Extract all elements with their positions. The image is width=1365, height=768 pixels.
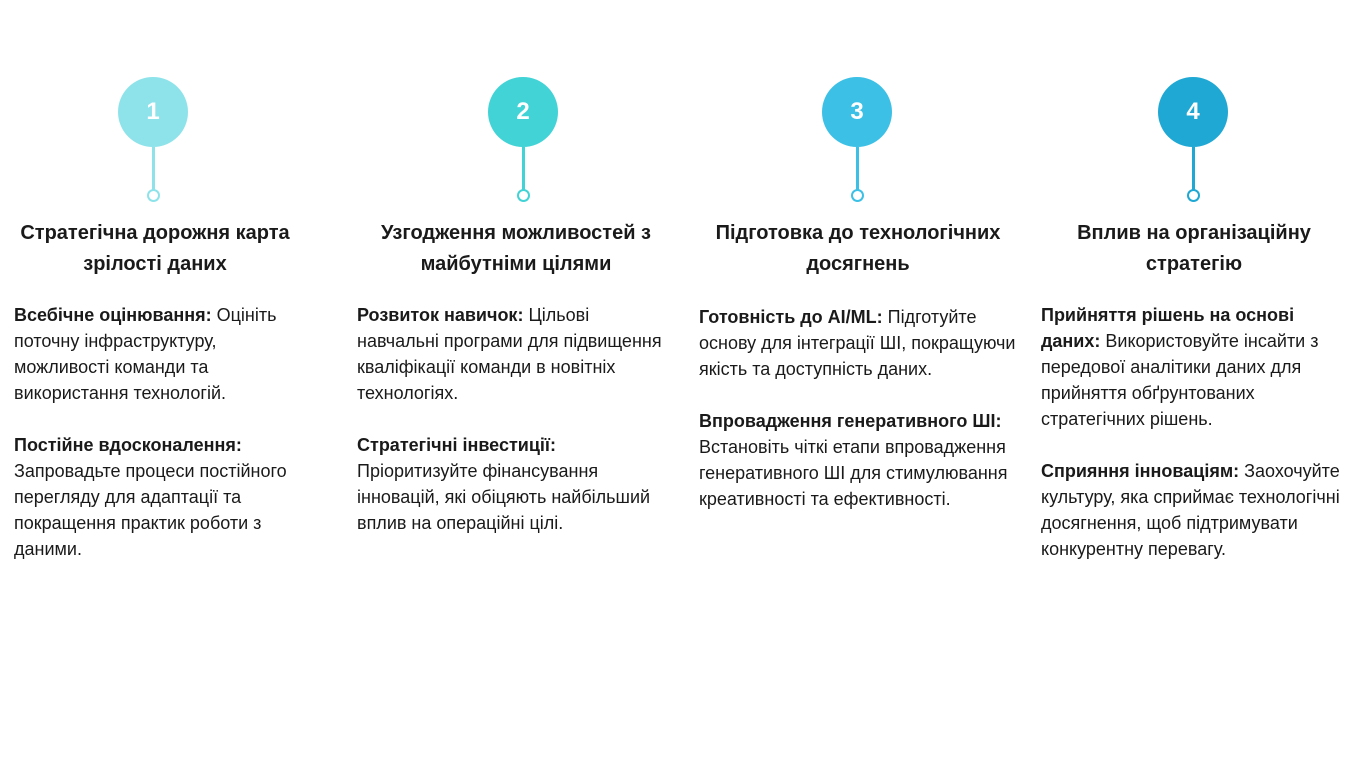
step-title-line-1: Вплив на організаційну bbox=[1077, 222, 1311, 244]
point-skills bbox=[357, 302, 675, 406]
step-body bbox=[14, 302, 314, 588]
step-marker bbox=[1158, 77, 1228, 207]
connector-line bbox=[1192, 147, 1195, 191]
point-text: Підготуйте основу для інтеграції ШІ, покращуючи якість та доступність даних. bbox=[699, 307, 1016, 379]
point-label: Розвиток навичок: bbox=[357, 305, 524, 325]
connector-line bbox=[856, 147, 859, 191]
step-title-line-2: стратегію bbox=[1145, 253, 1243, 275]
step-title-line-2: досягнень bbox=[806, 253, 910, 275]
step-marker bbox=[488, 77, 558, 207]
step-marker bbox=[118, 77, 188, 207]
step-2 bbox=[340, 0, 682, 768]
point-text: Заохочуйте культуру, яка сприймає технологічні досягнення, щоб підтримувати конкурентну перевагу. bbox=[1041, 461, 1340, 559]
step-marker bbox=[822, 77, 892, 207]
step-title-line-1: Стратегічна дорожня карта bbox=[20, 222, 290, 244]
step-number: 4 bbox=[1186, 98, 1200, 125]
point-label: Постійне вдосконалення: bbox=[14, 435, 242, 455]
point-investments bbox=[357, 432, 675, 536]
point-label: Впровадження генеративного ШІ: bbox=[699, 411, 1002, 431]
point-text: Цільові навчальні програми для підвищення кваліфікації команди в новітніх технологіях. bbox=[357, 305, 662, 403]
step-title bbox=[699, 218, 1017, 280]
point-assessment bbox=[14, 302, 314, 406]
step-number-badge bbox=[118, 77, 188, 147]
step-body bbox=[699, 304, 1017, 538]
step-number-badge bbox=[488, 77, 558, 147]
point-genai bbox=[699, 408, 1017, 512]
point-label: Прийняття рішень на основі даних: bbox=[1041, 305, 1295, 351]
point-data-driven bbox=[1041, 302, 1347, 432]
point-label: Стратегічні інвестиції: bbox=[357, 435, 556, 455]
point-label: Готовність до AI/ML: bbox=[699, 307, 883, 327]
connector-dot bbox=[1187, 189, 1200, 202]
point-ai-ml bbox=[699, 304, 1017, 382]
step-4 bbox=[1024, 0, 1365, 768]
step-number: 2 bbox=[516, 98, 530, 125]
step-body bbox=[1041, 302, 1347, 588]
point-innovation bbox=[1041, 458, 1347, 562]
step-1 bbox=[0, 0, 340, 768]
step-number: 3 bbox=[850, 98, 864, 125]
point-text: Встановіть чіткі етапи впровадження генеративного ШІ для стимулювання креативності та ефективності. bbox=[699, 437, 1008, 509]
point-label: Всебічне оцінювання: bbox=[14, 305, 212, 325]
point-label: Сприяння інноваціям: bbox=[1041, 461, 1240, 481]
step-title-line-1: Узгодження можливостей з bbox=[380, 222, 651, 244]
step-title bbox=[14, 218, 296, 280]
step-title-line-1: Підготовка до технологічних bbox=[715, 222, 1001, 244]
step-3 bbox=[682, 0, 1024, 768]
point-text: Використовуйте інсайти з передової аналітики даних для прийняття обґрунтованих стратегічних рішень. bbox=[1041, 331, 1319, 429]
step-title bbox=[357, 218, 675, 280]
step-title-line-2: зрілості даних bbox=[83, 253, 227, 275]
step-body bbox=[357, 302, 675, 562]
connector-dot bbox=[851, 189, 864, 202]
step-number-badge bbox=[822, 77, 892, 147]
connector-dot bbox=[147, 189, 160, 202]
point-text: Пріоритизуйте фінансування інновацій, які обіцяють найбільший вплив на операційні цілі. bbox=[357, 461, 651, 533]
step-number-badge bbox=[1158, 77, 1228, 147]
step-title bbox=[1041, 218, 1347, 280]
connector-dot bbox=[517, 189, 530, 202]
point-text: Запровадьте процеси постійного перегляду для адаптації та покращення практик роботи з даними. bbox=[14, 461, 287, 559]
connector-line bbox=[522, 147, 525, 191]
step-title-line-2: майбутніми цілями bbox=[420, 253, 612, 275]
point-improvement bbox=[14, 432, 314, 562]
connector-line bbox=[152, 147, 155, 191]
step-number: 1 bbox=[146, 98, 160, 125]
point-text: Оцініть поточну інфраструктуру, можливості команди та використання технологій. bbox=[14, 305, 277, 403]
